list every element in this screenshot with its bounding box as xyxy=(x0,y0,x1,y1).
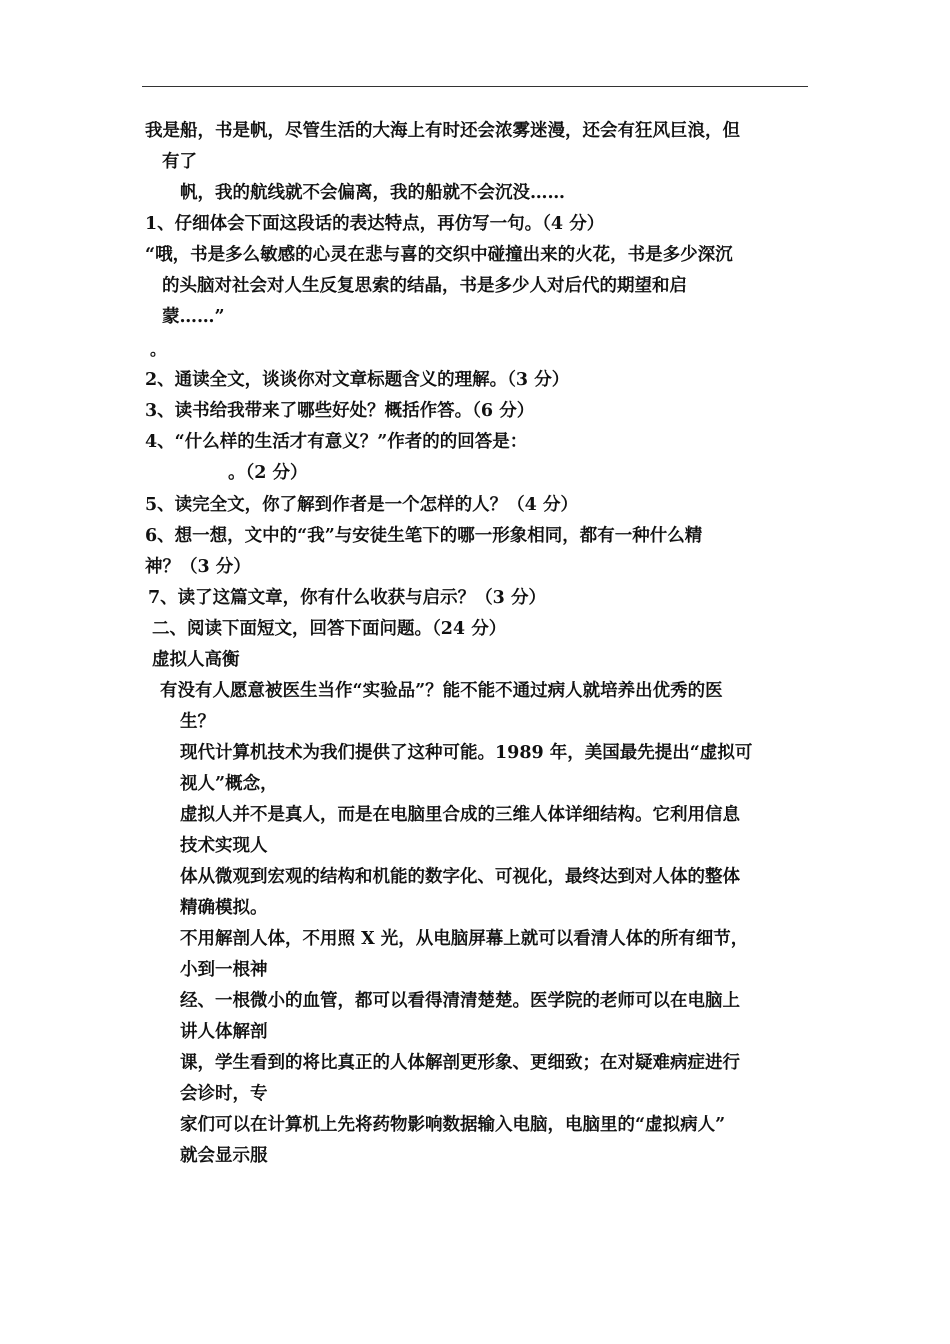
q1-quote-line: “哦，书是多么敏感的心灵在悲与喜的交织中碰撞出来的火花，书是多少深沉 xyxy=(145,245,733,265)
question-2: 2、通读全文，谈谈你对文章标题含义的理解。（3 分） xyxy=(145,370,570,390)
question-7: 7、读了这篇文章，你有什么收获与启示？（3 分） xyxy=(148,588,546,608)
article-line: 有没有人愿意被医生当作“实验品”？能不能不通过病人就培养出优秀的医 xyxy=(160,681,723,701)
article-line: 生？ xyxy=(180,712,215,732)
question-3: 3、读书给我带来了哪些好处？概括作答。（6 分） xyxy=(145,401,535,421)
article-line: 讲人体解剖 xyxy=(180,1022,268,1042)
question-1: 1、仔细体会下面这段话的表达特点，再仿写一句。（4 分） xyxy=(145,214,605,234)
passage-line: 帆，我的航线就不会偏离，我的船就不会沉没…… xyxy=(180,183,565,203)
article-line: 课，学生看到的将比真正的人体解剖更形象、更细致；在对疑难病症进行 xyxy=(180,1053,740,1073)
article-line: 不用解剖人体，不用照 X 光，从电脑屏幕上就可以看清人体的所有细节， xyxy=(180,929,749,949)
article-line: 就会显示服 xyxy=(180,1146,268,1166)
question-4: 4、“什么样的生活才有意义？”作者的的回答是： xyxy=(145,432,528,452)
article-line: 体从微观到宏观的结构和机能的数字化、可视化，最终达到对人体的整体 xyxy=(180,867,740,887)
passage-line: 有了 xyxy=(162,152,197,172)
section-2-heading: 二、阅读下面短文，回答下面问题。（24 分） xyxy=(152,619,507,639)
article-line: 家们可以在计算机上先将药物影响数据输入电脑，电脑里的“虚拟病人” xyxy=(180,1115,726,1135)
article-line: 经、一根微小的血管，都可以看得清清楚楚。医学院的老师可以在电脑上 xyxy=(180,991,740,1011)
article-line: 现代计算机技术为我们提供了这种可能。1989 年，美国最先提出“虚拟可 xyxy=(180,743,753,763)
question-5: 5、读完全文，你了解到作者是一个怎样的人？（4 分） xyxy=(145,495,578,515)
article-line: 技术实现人 xyxy=(180,836,268,856)
q1-quote-line: 蒙……” xyxy=(162,307,225,327)
header-rule xyxy=(142,86,808,87)
passage-line: 我是船，书是帆，尽管生活的大海上有时还会浓雾迷漫，还会有狂风巨浪，但 xyxy=(145,121,740,141)
q1-answer-blank: 。 xyxy=(150,340,167,359)
q1-quote-line: 的头脑对社会对人生反复思索的结晶，书是多少人对后代的期望和启 xyxy=(162,276,687,296)
question-6-cont: 神？（3 分） xyxy=(145,557,251,577)
article-line: 会诊时，专 xyxy=(180,1084,268,1104)
article-line: 视人”概念， xyxy=(180,774,278,794)
article-line: 虚拟人并不是真人，而是在电脑里合成的三维人体详细结构。它利用信息 xyxy=(180,805,740,825)
article-title: 虚拟人高衡 xyxy=(152,650,240,670)
article-line: 精确模拟。 xyxy=(180,898,268,918)
question-6: 6、想一想，文中的“我”与安徒生笔下的哪一形象相同，都有一种什么精 xyxy=(145,526,703,546)
question-4-tail: 。（2 分） xyxy=(228,463,308,483)
article-line: 小到一根神 xyxy=(180,960,268,980)
